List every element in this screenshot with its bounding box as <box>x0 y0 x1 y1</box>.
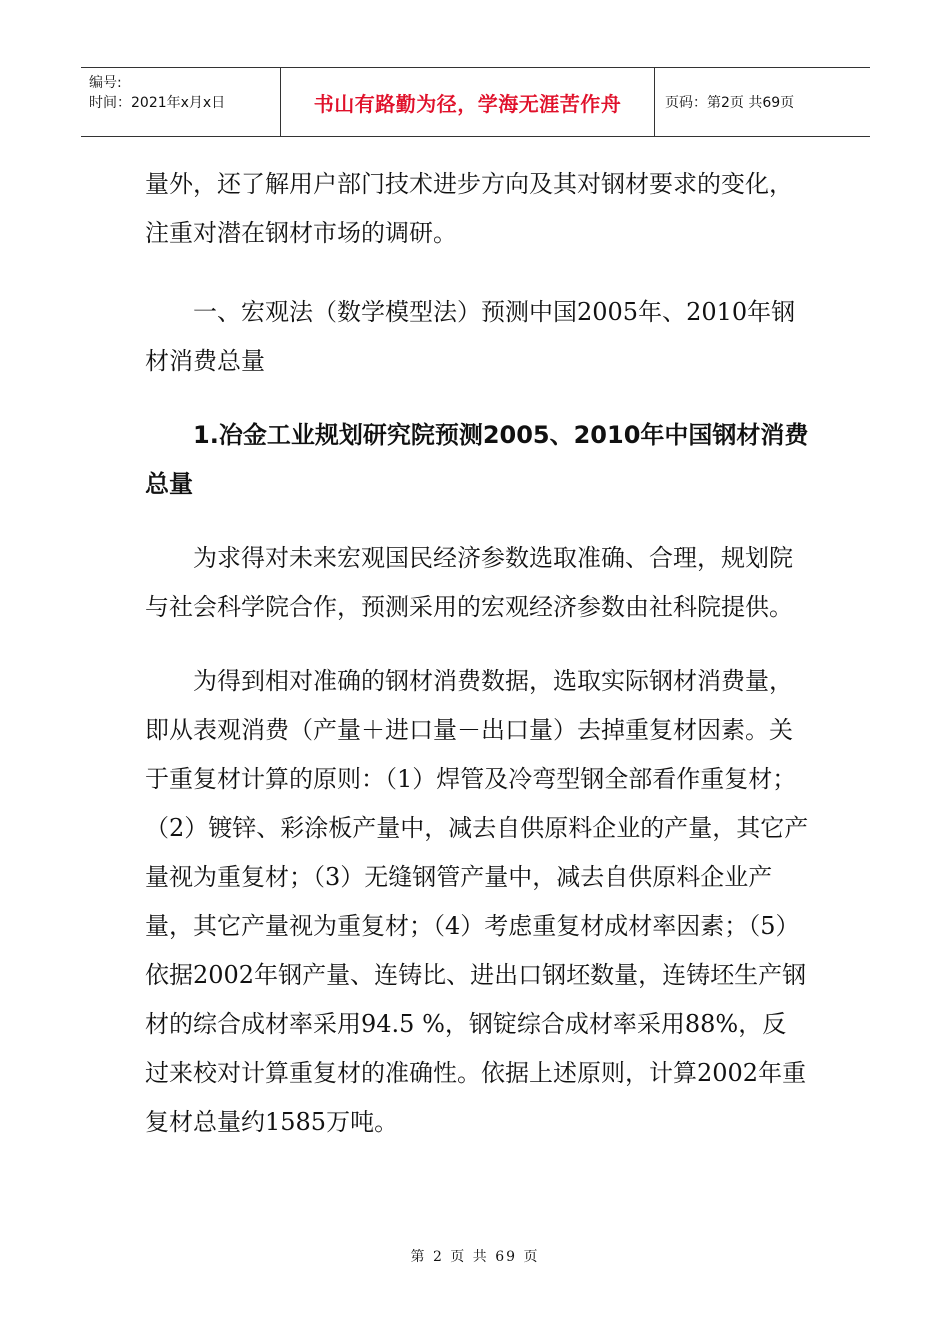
document-body <box>145 160 810 1147</box>
header-meta-cell <box>81 68 281 136</box>
header-page-info: 页码：第2页 共69页 <box>665 95 795 111</box>
page-footer: 第 2 页 共 69 页 <box>410 1249 540 1265</box>
paragraph-continuation: 量外，还了解用户部门技术进步方向及其对钢材要求的变化，注重对潜在钢材市场的调研。 <box>145 170 793 247</box>
header-page-cell <box>655 68 870 136</box>
paragraph-consumption-data: 为得到相对准确的钢材消费数据，选取实际钢材消费量，即从表观消费（产量＋进口量－出口量）去掉重复材因素。关于重复材计算的原则：（1）焊管及冷弯型钢全部看作重复材；（2）镀锌、彩涂板产量中，减去自供原料企业的产量，其它产量视为重复材；（3）无缝钢管产量中，减去自供原料企业产量，其它产量视为重复材；（4）考虑重复材成材率因素；（5）依据2002年钢产量、连铸比、进出口钢坯数量，连铸坯生产钢材的综合成材率采用94.5 %，钢锭综合成材率采用88%，反过来校对计算重复材的准确性。依据上述原则，计算2002年重复材总量约1585万吨。 <box>145 667 809 1136</box>
subsection-heading: 1.冶金工业规划研究院预测2005、2010年中国钢材消费总量 <box>145 421 809 498</box>
page-header <box>81 67 870 137</box>
paragraph-parameters: 为求得对未来宏观国民经济参数选取准确、合理，规划院与社会科学院合作，预测采用的宏观经济参数由社科院提供。 <box>145 544 793 621</box>
document-time-label: 时间：2021年x月x日 <box>89 95 226 111</box>
header-motto-cell <box>281 68 655 136</box>
section-heading: 一、宏观法（数学模型法）预测中国2005年、2010年钢材消费总量 <box>145 298 796 375</box>
header-motto: 书山有路勤为径，学海无涯苦作舟 <box>313 91 622 116</box>
document-number-label: 编号: <box>89 75 122 91</box>
